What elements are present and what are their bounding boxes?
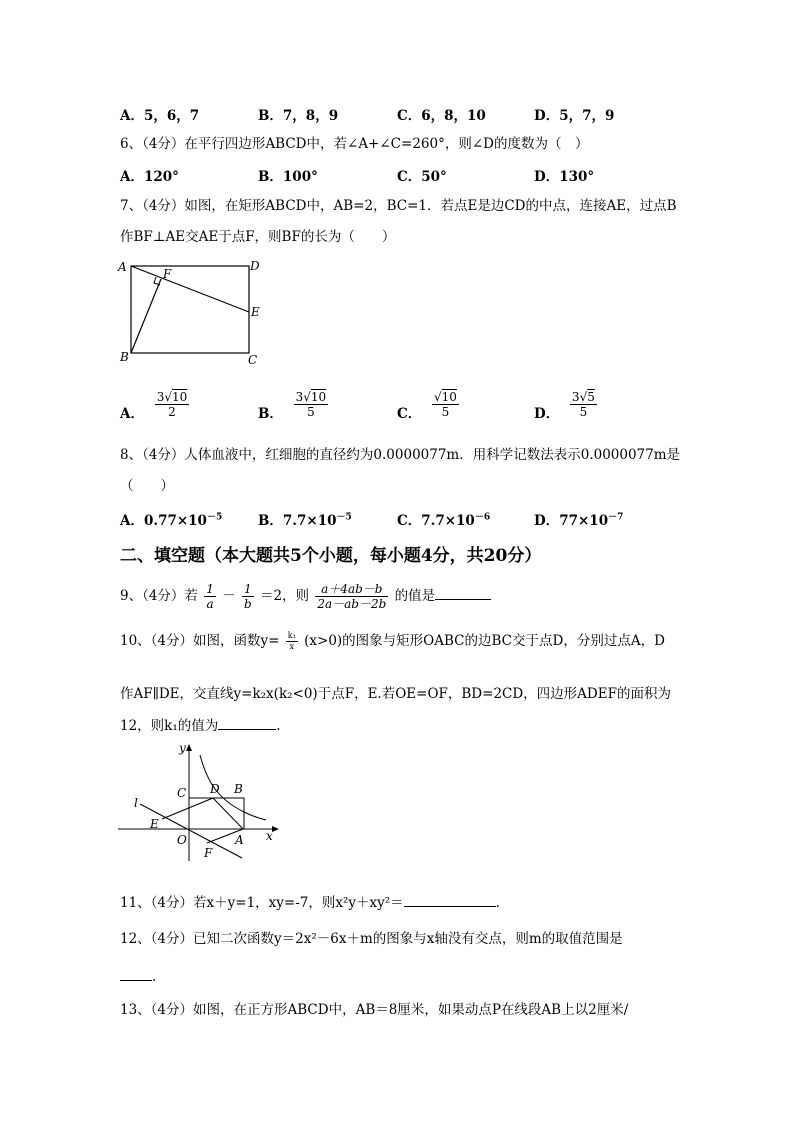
rect-oabc [189,798,244,829]
q5-option-c: C．6，8，10 [397,108,486,124]
label-e: E [251,305,260,319]
q6-option-a: A．120° [120,169,179,185]
q12-answer-blank[interactable] [120,980,152,981]
q13-stem-line1: 13、（4分）如图，在正方形ABCD中，AB＝8厘米，如果动点P在线段AB上以2厘米/ [120,1002,629,1018]
label-b: B [120,350,129,364]
q9-stem: 9、（4分）若 $\frac{1}{a}$ － $\frac{1}{b}$ ＝2，则 $\frac{a+4ab-b}{2a-ab-2b}$ 的值是 [120,578,491,614]
x-axis-arrow [272,826,279,832]
label-d: D [250,259,260,273]
q8-option-b: B．$7.7\times 10^{-5}$ [258,512,352,529]
label-a: A [235,833,244,847]
q6-option-c: C．50° [397,169,447,185]
q12-stem-line1: 12、（4分）已知二次函数y＝2x²－6x＋m的图象与x轴没有交点，则m的取值范围是 [120,931,623,947]
label-o: O [177,833,187,847]
label-c: C [177,786,187,800]
label-f: F [204,846,213,860]
q7-stem-line1: 7、（4分）如图，在矩形ABCD中，AB=2，BC=1．若点E是边CD的中点，连接AE，过点B [120,198,677,214]
q8-option-d: D．$77\times 10^{-7}$ [534,512,624,529]
q5-option-a: A．5，6，7 [120,108,200,124]
q8-option-a: A．$0.77\times 10^{-5}$ [120,512,223,529]
label-d: D [210,782,220,796]
label-y: y [179,741,186,755]
q8-option-c: C．$7.7\times 10^{-6}$ [397,512,491,529]
label-x: x [266,829,273,843]
q11-answer-blank[interactable] [404,906,496,907]
q8-stem-line2: （ ） [120,478,174,494]
q6-option-b: B．100° [258,169,318,185]
q7-option-a: A． $\frac{3√10}{2}$ [120,390,188,422]
q10-answer-blank[interactable] [218,729,276,730]
q7-option-c: C． $\frac{√10}{5}$ [397,390,457,422]
q7-option-b: B． $\frac{3√10}{5}$ [258,390,327,422]
q8-stem-line1: 8、（4分）人体血液中，红细胞的直径约为0.0000077m．用科学记数法表示0.0000077m是 [120,447,681,463]
segment-de [162,798,213,819]
label-f: F [163,267,172,281]
q10-stem-line2: 作AF∥DE，交直线y=k₂x(k₂<0)于点F，E.若OE=OF，BD=2CD，四边形ADEF的面积为 [120,686,671,702]
q9-answer-blank[interactable] [435,599,491,600]
q10-coordinate-figure [116,740,282,866]
section-fill-in-title: 二、填空题（本大题共5个小题，每小题4分，共20分） [120,546,542,566]
label-c: C [248,353,258,367]
q11-stem: 11、（4分）若x＋y=1，xy=-7，则x²y＋xy²＝ . [120,895,500,911]
label-l: l [134,796,138,810]
q6-stem: 6、（4分）在平行四边形ABCD中，若∠A+∠C=260°，则∠D的度数为（ ） [120,136,589,152]
q7-rectangle-figure [112,254,272,370]
q12-stem-line2: . [120,968,156,986]
q10-stem-line1: 10、（4分）如图，函数y= $\frac{\text{k₁}}{x}$ (x>0)的图象与矩形OABC的边BC交于点D，分别过点A，D [120,631,665,651]
q7-stem-line2: 作BF⊥AE交AE于点F，则BF的长为（ ） [120,229,396,245]
q7-option-d: D． $\frac{3√5}{5}$ [534,390,595,422]
segment-ae [131,266,249,312]
segment-bf [131,279,161,353]
q5-option-b: B．7，8，9 [258,108,339,124]
label-e: E [150,817,159,831]
q10-stem-line3: 12，则k₁的值为 . [120,718,281,734]
q6-option-d: D．130° [534,169,595,185]
q5-option-d: D．5，7，9 [534,108,615,124]
y-axis-arrow [186,744,192,751]
label-b: B [234,782,243,796]
label-a: A [118,260,127,274]
